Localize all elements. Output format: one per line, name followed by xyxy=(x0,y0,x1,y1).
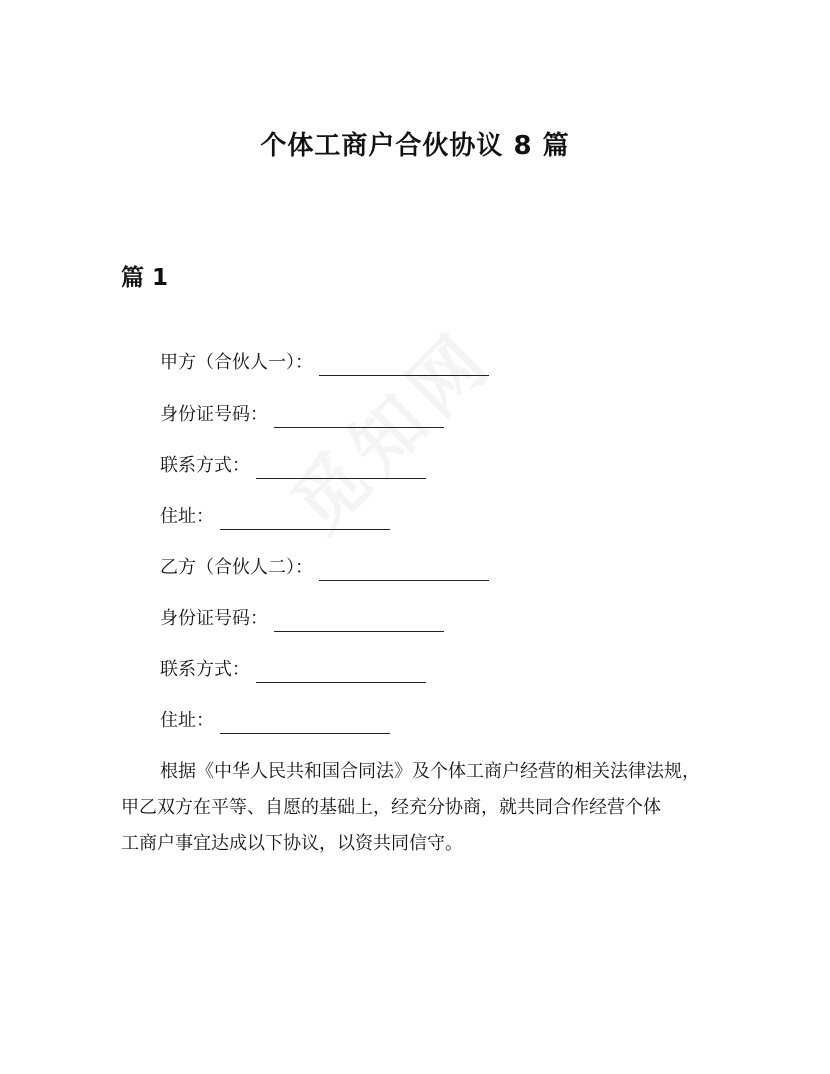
paragraph-line: 根据《中华人民共和国合同法》及个体工商户经营的相关法律法规， xyxy=(160,761,700,782)
paragraph-line: 甲乙双方在平等、自愿的基础上，经充分协商，就共同合作经营个体 xyxy=(121,797,661,818)
field-label: 甲方（合伙人一）： xyxy=(160,352,313,373)
field-party-b xyxy=(160,555,489,581)
field-label: 乙方（合伙人二）： xyxy=(160,557,313,578)
field-label: 住址： xyxy=(160,710,214,731)
field-label: 住址： xyxy=(160,506,214,527)
field-party-a xyxy=(160,350,489,376)
field-address-b xyxy=(160,708,390,734)
section-heading: 篇 1 xyxy=(121,265,169,291)
blank-line xyxy=(319,355,489,376)
blank-line xyxy=(256,458,426,479)
document-title: 个体工商户合伙协议 8 篇 xyxy=(260,131,570,161)
blank-line xyxy=(319,560,489,581)
field-id-number-b xyxy=(160,606,444,632)
field-contact-a xyxy=(160,453,426,479)
blank-line xyxy=(220,509,390,530)
field-label: 身份证号码： xyxy=(160,608,268,629)
field-label: 联系方式： xyxy=(160,455,250,476)
blank-line xyxy=(274,407,444,428)
blank-line xyxy=(256,662,426,683)
blank-line xyxy=(274,611,444,632)
field-contact-b xyxy=(160,657,426,683)
field-address-a xyxy=(160,504,390,530)
field-label: 联系方式： xyxy=(160,659,250,680)
paragraph-line: 工商户事宜达成以下协议，以资共同信守。 xyxy=(121,833,463,854)
field-id-number-a xyxy=(160,402,444,428)
field-label: 身份证号码： xyxy=(160,404,268,425)
blank-line xyxy=(220,713,390,734)
